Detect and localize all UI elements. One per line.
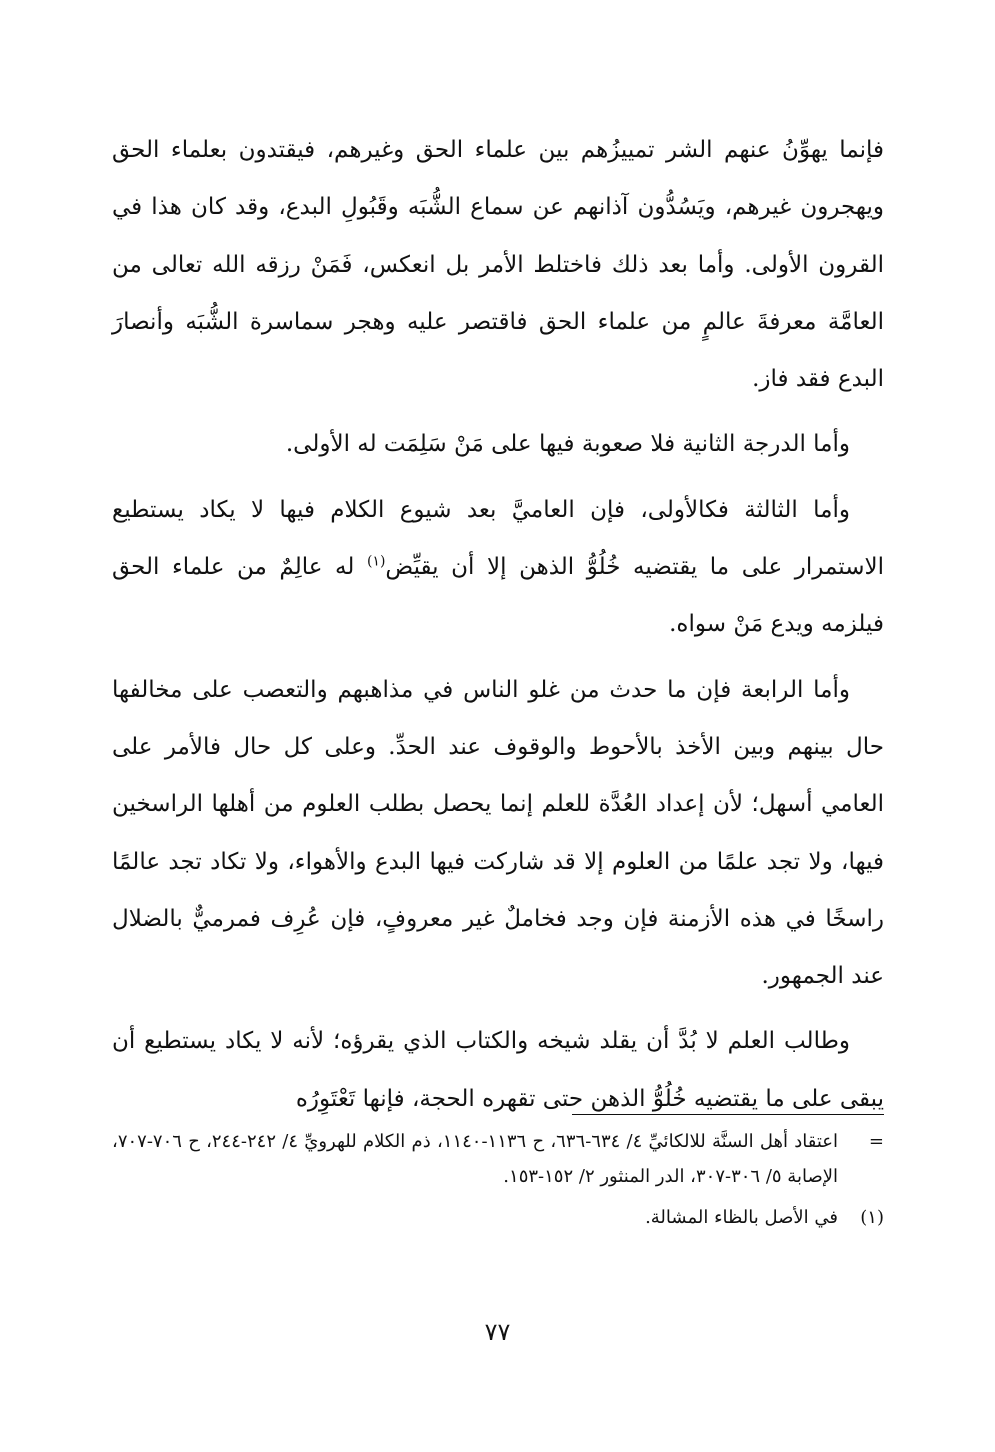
- paragraph-1: فإنما يهوِّنُ عنهم الشر تمييزُهم بين علماء الحق وغيرهم، فيقتدون بعلماء الحق ويهجرون غيرهم، ويَسُدُّون آذانهم عن سماع الشُّبَه وقَبُولِ البدع، وقد كان هذا في القرون الأولى. وأما بعد ذلك فاختلط الأمر بل انعكس، فَمَنْ رزقه الله تعالى من العامَّة معرفةَ عالمٍ من علماء الحق فاقتصر عليه وهجر سماسرة الشُّبَه وأنصارَ البدع فقد فاز.: [112, 137, 884, 393]
- paragraph-5: وطالب العلم لا بُدَّ أن يقلد شيخه والكتاب الذي يقرؤه؛ لأنه لا يكاد يستطيع أن يبقى على ما يقتضيه خُلُوُّ الذهن حتى تقهره الحجة، فإنها تَعْتَوِرُه: [112, 1028, 884, 1112]
- page-number: ٧٧: [484, 1318, 511, 1346]
- paragraph-3-text-before: وأما الثالثة فكالأولى، فإن العاميَّ بعد شيوع الكلام فيها لا يكاد يستطيع الاستمرار على ما يقتضيه خُلُوُّ الذهن إلا أن يقيِّض: [112, 496, 884, 581]
- paragraph-3-text-after: له عالِمٌ من علماء الحق فيلزمه ويدع مَنْ سواه.: [112, 554, 884, 638]
- paragraph-2: وأما الدرجة الثانية فلا صعوبة فيها على مَنْ سَلِمَت له الأولى.: [285, 431, 850, 458]
- paragraph-3: [112, 482, 884, 654]
- footnote-continued: [112, 1124, 884, 1194]
- footnote-1: [112, 1200, 884, 1235]
- footnote-continued-text: اعتقاد أهل السنَّة للالكائيِّ ٤/ ٦٣٤-٦٣٦، ح ١١٣٦-١١٤٠، ذم الكلام للهرويِّ ٤/ ٢٤٢-٢٤٤، ح ٧٠٦-٧٠٧، الإصابة ٥/ ٣٠٦-٣٠٧، الدر المنثور ٢/ ١٥٢-١٥٣.: [112, 1131, 839, 1187]
- footnote-continued-marker: =: [868, 1131, 884, 1152]
- footnote-1-marker: (١): [860, 1207, 884, 1228]
- footnote-reference-1: (١): [366, 553, 386, 570]
- paragraph-4: وأما الرابعة فإن ما حدث من غلو الناس في مذاهبهم والتعصب على مخالفها حال بينهم وبين الأخذ بالأحوط والوقوف عند الحدِّ. وعلى كل حال فالأمر على العامي أسهل؛ لأن إعداد العُدَّة للعلم إنما يحصل بطلب العلوم من أهلها الراسخين فيها، ولا تجد علمًا من العلوم إلا قد شاركت فيها البدع والأهواء، ولا تكاد تجد عالمًا راسخًا في هذه الأزمنة فإن وجد فخاملٌ غير معروفٍ، فإن عُرِف فمرميٌّ بالضلال عند الجمهور.: [112, 676, 884, 990]
- footnote-1-text: في الأصل بالظاء المشالة.: [645, 1207, 838, 1228]
- footnotes: [112, 1124, 884, 1235]
- main-text: [112, 122, 884, 1128]
- footnote-separator: [572, 1114, 884, 1115]
